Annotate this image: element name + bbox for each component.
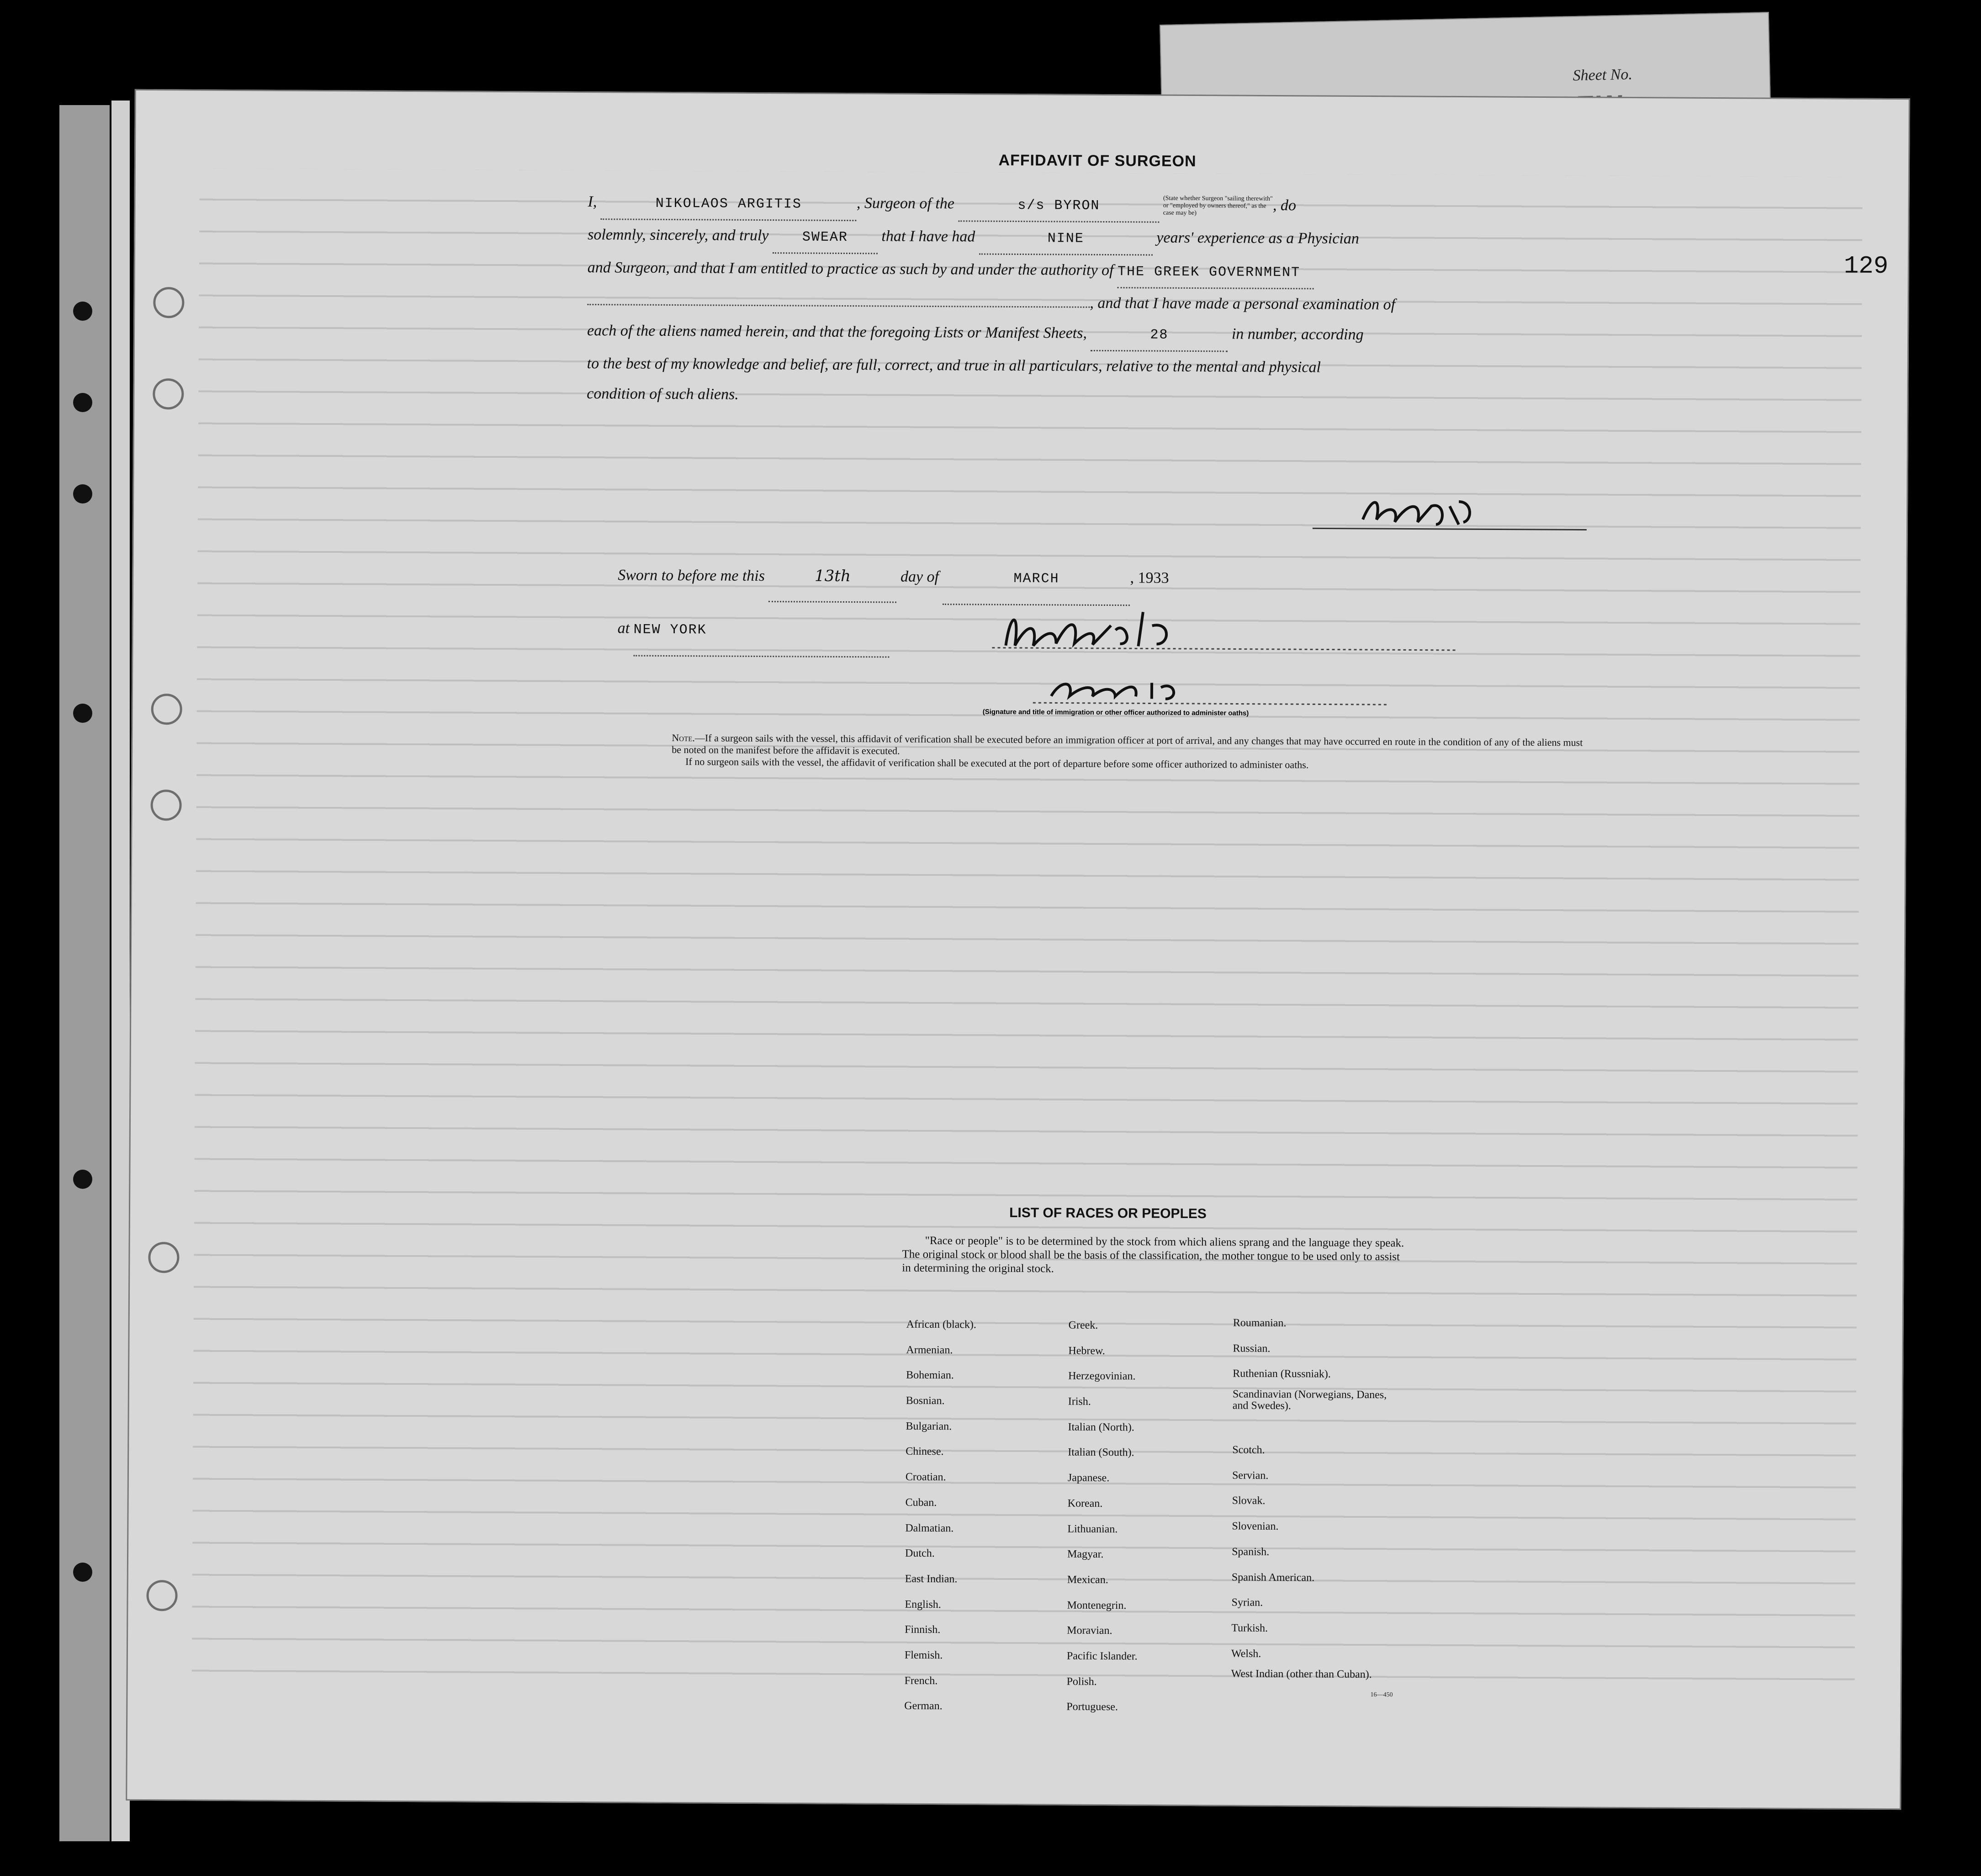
race-item: Ruthenian (Russniak).: [1233, 1367, 1331, 1380]
text: I,: [588, 193, 597, 211]
race-item: African (black).: [906, 1318, 977, 1331]
officer-signature: [978, 602, 1463, 710]
race-item: Italian (North).: [1068, 1421, 1134, 1434]
race-item: Montenegrin.: [1067, 1599, 1127, 1611]
note-para-2: If no surgeon sails with the vessel, the affidavit of verification shall be executed at the port of departure before some officer authorized to administer oaths.: [685, 756, 1309, 771]
sworn-year: , 1933: [1130, 569, 1169, 587]
race-item: Welsh.: [1231, 1648, 1261, 1660]
officer-caption: (Signature and title of immigration or other officer authorized to administer oaths): [982, 708, 1249, 717]
races-intro: "Race or people" is to be determined by the stock from which aliens sprang and the language they speak. The original stock or blood shall be the basis of the classification, the mother tongue to be used only to assist in determining the original stock.: [902, 1234, 1404, 1275]
race-item: Dutch.: [905, 1547, 935, 1560]
manifest-page: [126, 89, 1910, 1810]
race-item: Dalmatian.: [905, 1522, 954, 1534]
text: Sworn to before me this: [618, 567, 765, 585]
races-title: LIST OF RACES OR PEOPLES: [1009, 1205, 1207, 1222]
race-item: Scandinavian (Norwegians, Danes, and Swedes).: [1232, 1388, 1387, 1412]
binder-hole: [73, 302, 92, 321]
race-item: Scotch.: [1232, 1444, 1265, 1456]
race-item: Bosnian.: [906, 1394, 945, 1407]
affidavit-line-4: [587, 286, 1606, 321]
surgeon-status-note: (State whether Surgeon "sailing therewith" or "employed by owners thereof," as the case may be): [1163, 195, 1273, 217]
text: and Surgeon, and that I am entitled to practice as such by and under the authority of: [587, 259, 1114, 279]
punch-ring: [150, 790, 181, 821]
punch-ring: [151, 694, 182, 725]
race-item: Flemish.: [904, 1649, 943, 1662]
race-item: German.: [904, 1700, 943, 1712]
officer-signature-block: [978, 602, 1463, 742]
affidavit-line-2: [588, 220, 1606, 258]
authority-continuation-field: [587, 304, 1090, 308]
surgeon-signature: [1308, 487, 1592, 534]
sworn-line: [618, 550, 1169, 606]
race-item: Italian (South).: [1068, 1447, 1134, 1459]
race-item: Pacific Islander.: [1066, 1650, 1138, 1663]
form-code: 16—450: [1370, 1691, 1393, 1699]
note-text: —If a surgeon sails with the vessel, this affidavit of verification shall be executed before an immigration officer at port of arrival, and any changes that may have occurred en route in the condition of any of the aliens must be noted on the manifest before the affidavit is executed.: [672, 732, 1583, 757]
races-column-2: [1066, 1313, 1139, 1721]
punch-ring: [146, 1580, 177, 1611]
note-label: Note.: [672, 732, 695, 744]
text: solemnly, sincerely, and truly: [588, 226, 769, 244]
text: that I have had: [881, 228, 975, 245]
race-item: Slovak.: [1232, 1494, 1266, 1507]
text: years' experience as a Physician: [1156, 229, 1359, 247]
text: , do: [1272, 196, 1297, 214]
race-item: Magyar.: [1067, 1548, 1104, 1561]
race-item: Herzegovinian.: [1068, 1370, 1136, 1383]
race-item: Servian.: [1232, 1469, 1269, 1482]
race-item: Irish.: [1068, 1395, 1091, 1408]
race-item: Mexican.: [1067, 1574, 1108, 1586]
affidavit-line-7: condition of such aliens.: [587, 385, 739, 403]
race-item: Polish.: [1066, 1675, 1097, 1688]
binder-hole: [73, 1170, 92, 1189]
race-item: Turkish.: [1231, 1622, 1268, 1634]
text: each of the aliens named herein, and that the foregoing Lists or Manifest Sheets,: [587, 322, 1087, 342]
race-item: Hebrew.: [1068, 1345, 1105, 1357]
text: at: [617, 620, 630, 637]
races-column-3: [1231, 1310, 1397, 1693]
race-item: Bulgarian.: [906, 1420, 952, 1433]
surgeon-name-field: NIKOLAOS ARGITIS: [601, 188, 857, 221]
race-item: Bohemian.: [906, 1369, 954, 1382]
race-item: West Indian (other than Cuban).: [1231, 1668, 1372, 1681]
race-item: Portuguese.: [1066, 1701, 1118, 1713]
punch-ring: [153, 378, 184, 409]
text: , Surgeon of the: [856, 195, 955, 212]
text: , and that I have made a personal examination of: [1090, 294, 1396, 313]
oath-field: SWEAR: [773, 222, 878, 254]
binder-hole: [73, 704, 92, 723]
punch-ring: [148, 1242, 179, 1273]
race-item: Moravian.: [1067, 1624, 1112, 1637]
race-item: Armenian.: [906, 1344, 953, 1356]
page-number: 129: [1843, 252, 1889, 281]
affidavit-line-5: [587, 316, 1606, 354]
sworn-month-field: MARCH: [943, 553, 1130, 606]
race-item: Slovenian.: [1232, 1520, 1279, 1533]
race-item: Cuban.: [905, 1496, 937, 1509]
vessel-field: s/s BYRON: [958, 190, 1159, 223]
race-item: Spanish American.: [1231, 1571, 1315, 1584]
affidavit-title: AFFIDAVIT OF SURGEON: [998, 151, 1197, 170]
race-item: Spanish.: [1232, 1546, 1270, 1558]
note-block: [672, 732, 1585, 772]
binder-hole: [73, 1563, 92, 1582]
race-item: Greek.: [1068, 1319, 1098, 1331]
affidavit-line-6: to the best of my knowledge and belief, are full, correct, and true in all particulars, relative to the mental and physical: [587, 355, 1321, 376]
binder-hole: [73, 484, 92, 503]
sworn-place-field: NEW YORK: [633, 605, 890, 658]
race-item: Chinese.: [906, 1446, 944, 1458]
binder-hole: [73, 393, 92, 412]
text: day of: [900, 568, 939, 586]
races-column-1: [904, 1312, 976, 1720]
race-item: Korean.: [1067, 1497, 1103, 1510]
race-item: Croatian.: [905, 1471, 946, 1484]
race-item: Lithuanian.: [1067, 1523, 1118, 1535]
race-item: East Indian.: [905, 1573, 958, 1585]
race-item: Finnish.: [905, 1623, 941, 1636]
race-item: French.: [904, 1675, 938, 1687]
affidavit-of-surgeon: [587, 143, 1607, 414]
affidavit-line-1: [588, 187, 1606, 225]
race-item: Japanese.: [1067, 1472, 1110, 1484]
authority-field: THE GREEK GOVERNMENT: [1118, 257, 1314, 289]
text: in number, according: [1231, 325, 1364, 343]
race-item: English.: [905, 1598, 941, 1611]
punch-ring: [153, 287, 184, 318]
race-item: Roumanian.: [1233, 1317, 1287, 1330]
affidavit-line-3: [588, 253, 1606, 291]
sheets-count-field: 28: [1091, 320, 1228, 352]
race-item: Syrian.: [1231, 1596, 1263, 1609]
sworn-day-field: 13th: [768, 551, 897, 603]
years-field: NINE: [979, 223, 1153, 256]
sheet-number-label: Sheet No.: [1573, 66, 1633, 85]
race-item: Russian.: [1233, 1342, 1271, 1355]
